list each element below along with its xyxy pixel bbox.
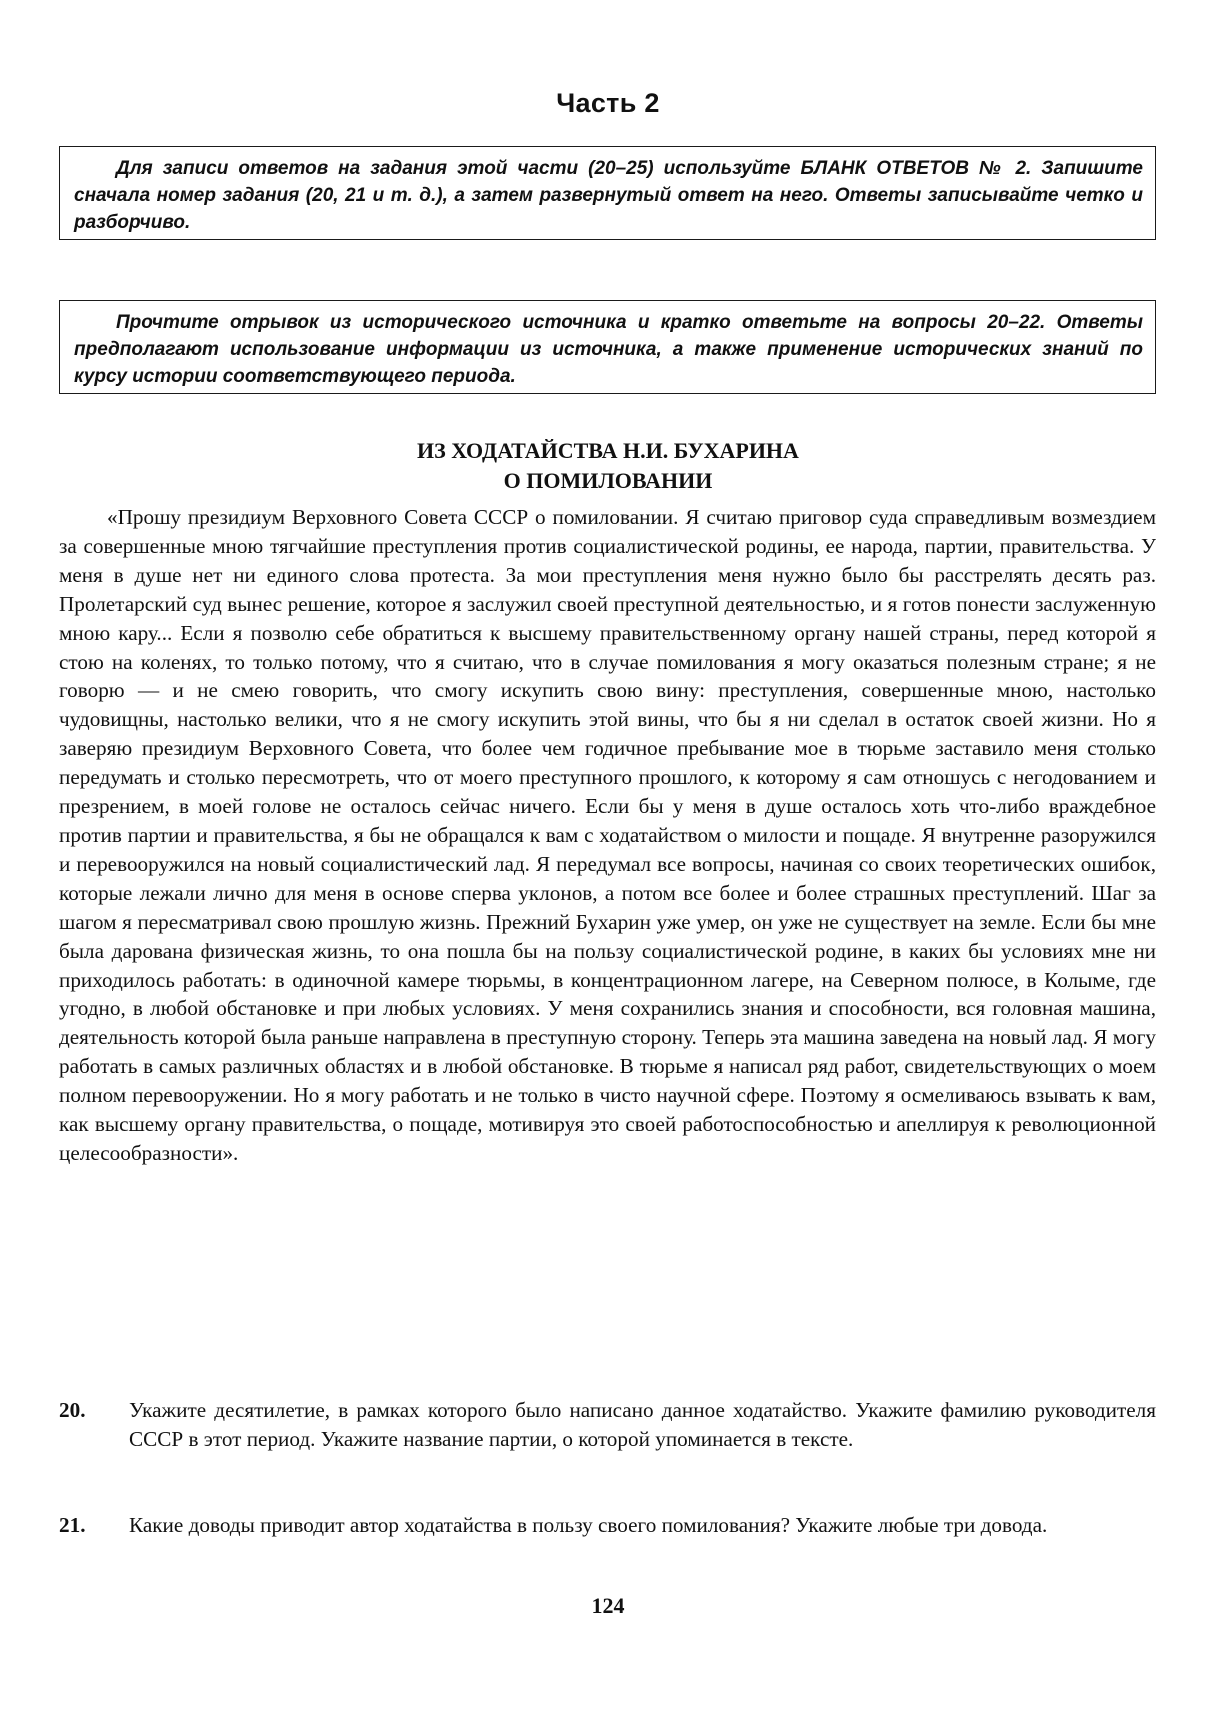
answer-form-instruction: Для записи ответов на задания этой части (20–25) используйте БЛАНК ОТВЕТОВ № 2. Запишите сначала номер задания (20, 21 и т. д.), а затем развернутый ответ на него. Ответы записывайте четко и разборчиво. [59, 146, 1156, 240]
question-number: 20. [59, 1398, 86, 1422]
question-20 [59, 1396, 1156, 1454]
source-title-line-1: ИЗ ХОДАТАЙСТВА Н.И. БУХАРИНА [417, 438, 799, 463]
question-number: 21. [59, 1513, 86, 1537]
question-text: Укажите десятилетие, в рамках которого было написано данное ходатайство. Укажите фамилию руководителя СССР в этот период. Укажите название партии, о которой упоминается в тексте. [129, 1398, 1156, 1451]
read-source-instruction: Прочтите отрывок из исторического источника и кратко ответьте на вопросы 20–22. Ответы предполагают использование информации из источника, а также применение исторических знаний по курсу истории соответствующего периода. [59, 300, 1156, 394]
source-text: «Прошу президиум Верховного Совета СССР о помиловании. Я считаю приговор суда справедливым возмездием за совершенные мною тягчайшие преступления против социалистической родины, ее народа, партии, правительства. У меня в душе нет ни единого слова протеста. За мои преступления меня нужно было бы расстрелять десять раз. Пролетарский суд вынес решение, которое я заслужил своей преступной деятельностью, и я готов понести заслуженную мною кару... Если я позволю себе обратиться к высшему правительственному органу нашей страны, перед которой я стою на коленях, то только потому, что я считаю, что в случае помилования я могу оказаться полезным стране; я не говорю — и не смею говорить, что смогу искупить свою вину: преступления, совершенные мною, настолько чудовищны, настолько велики, что я не смогу искупить этой вины, что бы я ни сделал в остаток своей жизни. Но я заверяю президиум Верховного Совета, что более чем годичное пребывание мое в тюрьме заставило меня столько передумать и столько пересмотреть, что от моего преступного прошлого, к которому я сам отношусь с негодованием и презрением, в моей голове не осталось сейчас ничего. Если бы у меня в душе осталось хоть что-либо враждебное против партии и правительства, я бы не обращался к вам с ходатайством о милости и пощаде. Я внутренне разоружился и перевооружился на новый социалистический лад. Я передумал все вопросы, начиная со своих теоретических ошибок, которые лежали лично для меня в основе сперва уклонов, а потом все более и более страшных преступлений. Шаг за шагом я пересматривал свою прошлую жизнь. Прежний Бухарин уже умер, он уже не существует на земле. Если бы мне была дарована физическая жизнь, то она пошла бы на пользу социалистической родине, в каких бы условиях мне ни приходилось работать: в одиночной камере тюрьмы, в концентрационном лагере, на Северном полюсе, в Колыме, где угодно, в любой обстановке и при любых условиях. У меня сохранились знания и способности, вся головная машина, деятельность которой была раньше направлена в преступную сторону. Теперь эта машина заведена на новый лад. Я могу работать в самых различных областях и в любой обстановке. В тюрьме я написал ряд работ, свидетельствующих о моем полном перевооружении. Но я могу работать и не только в чисто научной сфере. Поэтому я осмеливаюсь взывать к вам, как высшему органу правительства, о пощаде, мотивируя это своей работоспособностью и апеллируя к революционной целесообразности». [59, 505, 1156, 1165]
question-21 [59, 1511, 1156, 1540]
page-number: 124 [591, 1593, 625, 1618]
source-title [0, 436, 1216, 496]
source-title-line-2: О ПОМИЛОВАНИИ [503, 468, 713, 493]
question-text: Какие доводы приводит автор ходатайства в пользу своего помилования? Укажите любые три довода. [129, 1513, 1048, 1537]
part-title: Часть 2 [556, 88, 660, 118]
